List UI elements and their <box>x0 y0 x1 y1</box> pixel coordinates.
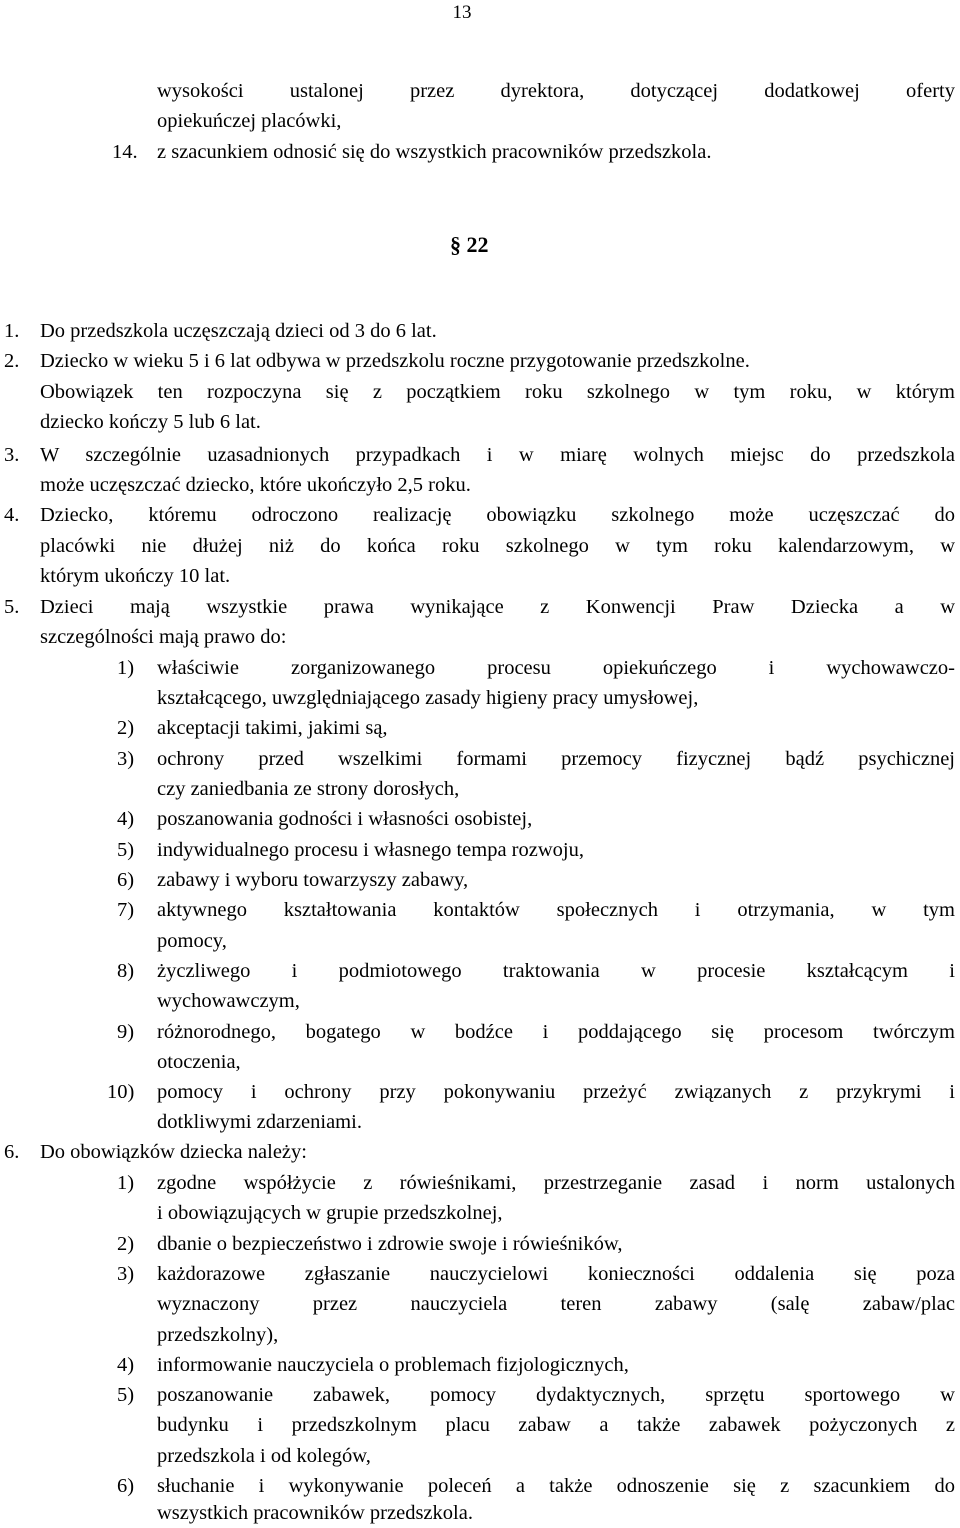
text-line: dotkliwymi zdarzeniami. <box>157 1111 362 1133</box>
text-line: indywidualnego procesu i własnego tempa rozwoju, <box>157 839 584 861</box>
text-line: słuchanie i wykonywanie poleceń a także odnoszenie się z szacunkiem do <box>157 1475 955 1497</box>
list-number: 4) <box>117 808 135 830</box>
paragraph-number: 1. <box>4 320 20 342</box>
text-line: dziecko kończy 5 lub 6 lat. <box>40 411 261 433</box>
list-number: 7) <box>117 899 135 921</box>
list-number: 1) <box>117 1172 135 1194</box>
text-line: Dziecko w wieku 5 i 6 lat odbywa w przedszkolu roczne przygotowanie przedszkolne. <box>40 350 750 372</box>
list-number: 3) <box>117 1263 135 1285</box>
text-line: życzliwego i podmiotowego traktowania w procesie kształcącym i <box>157 960 955 982</box>
paragraph-number: 6. <box>4 1141 20 1163</box>
list-number: 1) <box>117 657 135 679</box>
text-line: Do przedszkola uczęszczają dzieci od 3 do 6 lat. <box>40 320 437 342</box>
text-line: ochrony przed wszelkimi formami przemocy fizycznej bądź psychicznej <box>157 748 955 770</box>
text-line: przedszkola i od kolegów, <box>157 1445 371 1467</box>
paragraph-number: 4. <box>4 504 20 526</box>
list-number: 8) <box>117 960 135 982</box>
list-number: 3) <box>117 748 135 770</box>
list-number: 4) <box>117 1354 135 1376</box>
page-number: 13 <box>452 2 472 23</box>
text-line: poszanowania godności i własności osobistej, <box>157 808 533 830</box>
text-line: otoczenia, <box>157 1051 241 1073</box>
section-heading: § 22 <box>450 232 489 257</box>
text-line: W szczególnie uzasadnionych przypadkach i w miarę wolnych miejsc do przedszkola <box>40 444 955 466</box>
text-line: i obowiązujących w grupie przedszkolnej, <box>157 1202 503 1224</box>
text-line: budynku i przedszkolnym placu zabaw a także zabawek pożyczonych z <box>157 1414 955 1436</box>
text-line: czy zaniedbania ze strony dorosłych, <box>157 778 460 800</box>
paragraph-number: 3. <box>4 444 20 466</box>
text-line: pomocy, <box>157 930 227 952</box>
text-line: zabawy i wyboru towarzyszy zabawy, <box>157 869 469 891</box>
text-line: informowanie nauczyciela o problemach fizjologicznych, <box>157 1354 629 1376</box>
text-line: wysokości ustalonej przez dyrektora, dotyczącej dodatkowej oferty <box>157 80 955 102</box>
text-line: pomocy i ochrony przy pokonywaniu przeżyć związanych z przykrymi i <box>157 1081 955 1103</box>
list-number: 5) <box>117 1384 135 1406</box>
text-line: każdorazowe zgłaszanie nauczycielowi konieczności oddalenia się poza <box>157 1263 955 1285</box>
text-line: Dzieci mają wszystkie prawa wynikające z Konwencji Praw Dziecka a w <box>40 596 955 618</box>
list-number: 2) <box>117 717 135 739</box>
paragraph-number: 2. <box>4 350 20 372</box>
text-line: przedszkolny), <box>157 1324 279 1346</box>
text-line: opiekuńczej placówki, <box>157 110 342 132</box>
list-number: 14. <box>112 141 138 163</box>
text-line: akceptacji takimi, jakimi są, <box>157 717 388 739</box>
list-number: 9) <box>117 1021 135 1043</box>
text-line: którym ukończy 10 lat. <box>40 565 231 587</box>
text-line: szczególności mają prawo do: <box>40 626 287 648</box>
list-number: 2) <box>117 1233 135 1255</box>
paragraph-number: 5. <box>4 596 20 618</box>
text-line: wychowawczym, <box>157 990 300 1012</box>
text-line: różnorodnego, bogatego w bodźce i poddającego się procesom twórczym <box>157 1021 955 1043</box>
list-number: 10) <box>107 1081 135 1103</box>
text-line: wyznaczony przez nauczyciela teren zabawy (salę zabaw/plac <box>157 1293 955 1315</box>
text-line: kształcącego, uwzględniającego zasady higieny pracy umysłowej, <box>157 687 699 709</box>
list-number: 5) <box>117 839 135 861</box>
list-number: 6) <box>117 1475 135 1497</box>
text-line: Obowiązek ten rozpoczyna się z początkiem roku szkolnego w tym roku, w którym <box>40 381 955 403</box>
text-line: właściwie zorganizowanego procesu opiekuńczego i wychowawczo- <box>157 657 955 679</box>
text-line: z szacunkiem odnosić się do wszystkich pracowników przedszkola. <box>157 141 712 163</box>
text-line: zgodne współżycie z rówieśnikami, przestrzeganie zasad i norm ustalonych <box>157 1172 955 1194</box>
text-line: może uczęszczać dziecko, które ukończyło 2,5 roku. <box>40 474 471 496</box>
list-number: 6) <box>117 869 135 891</box>
text-line: aktywnego kształtowania kontaktów społecznych i otrzymania, w tym <box>157 899 955 921</box>
text-line: wszystkich pracowników przedszkola. <box>157 1502 473 1524</box>
text-line: dbanie o bezpieczeństwo i zdrowie swoje i rówieśników, <box>157 1233 623 1255</box>
text-line: placówki nie dłużej niż do końca roku szkolnego w tym roku kalendarzowym, w <box>40 535 955 557</box>
text-line: Do obowiązków dziecka należy: <box>40 1141 307 1163</box>
text-line: Dziecko, któremu odroczono realizację obowiązku szkolnego może uczęszczać do <box>40 504 955 526</box>
text-line: poszanowanie zabawek, pomocy dydaktycznych, sprzętu sportowego w <box>157 1384 955 1406</box>
